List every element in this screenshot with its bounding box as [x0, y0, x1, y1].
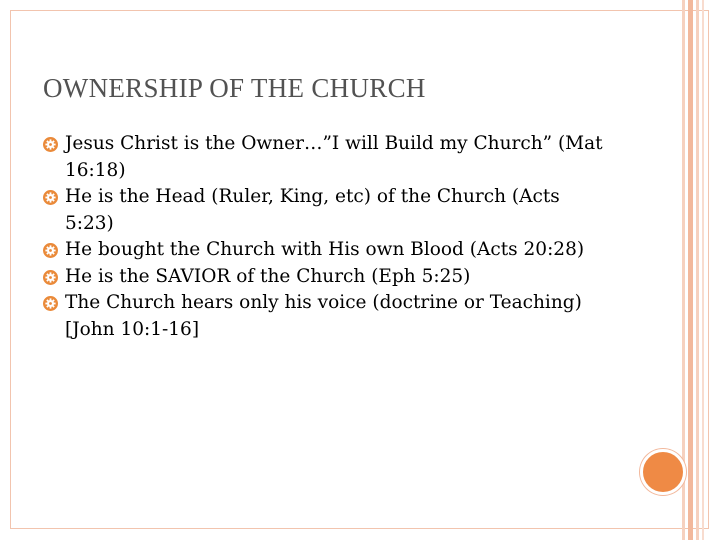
bullet-text: He is the Head (Ruler, King, etc) of the Church (Acts 5:23) — [65, 186, 560, 234]
slide-title: OWNERSHIP OF THE CHURCH — [43, 73, 426, 103]
bullet-text: Jesus Christ is the Owner…”I will Build my Church” (Mat 16:18) — [65, 133, 603, 181]
bullet-item — [43, 290, 613, 343]
decorative-stripe — [696, 0, 699, 540]
bullet-text: He bought the Church with His own Blood (Acts 20:28) — [65, 239, 585, 260]
gear-icon — [43, 137, 58, 152]
bullet-item — [43, 184, 613, 237]
gear-icon — [43, 270, 58, 285]
decorative-stripe — [688, 0, 693, 540]
decorative-circle — [640, 449, 686, 495]
decorative-stripe — [702, 0, 704, 540]
gear-icon — [43, 190, 58, 205]
gear-icon — [43, 243, 58, 258]
bullet-item — [43, 131, 613, 184]
bullet-item — [43, 264, 613, 291]
bullet-list — [43, 131, 613, 343]
gear-icon — [43, 296, 58, 311]
bullet-item — [43, 237, 613, 264]
bullet-text: The Church hears only his voice (doctrine or Teaching) [John 10:1-16] — [65, 292, 582, 340]
bullet-text: He is the SAVIOR of the Church (Eph 5:25) — [65, 265, 471, 287]
